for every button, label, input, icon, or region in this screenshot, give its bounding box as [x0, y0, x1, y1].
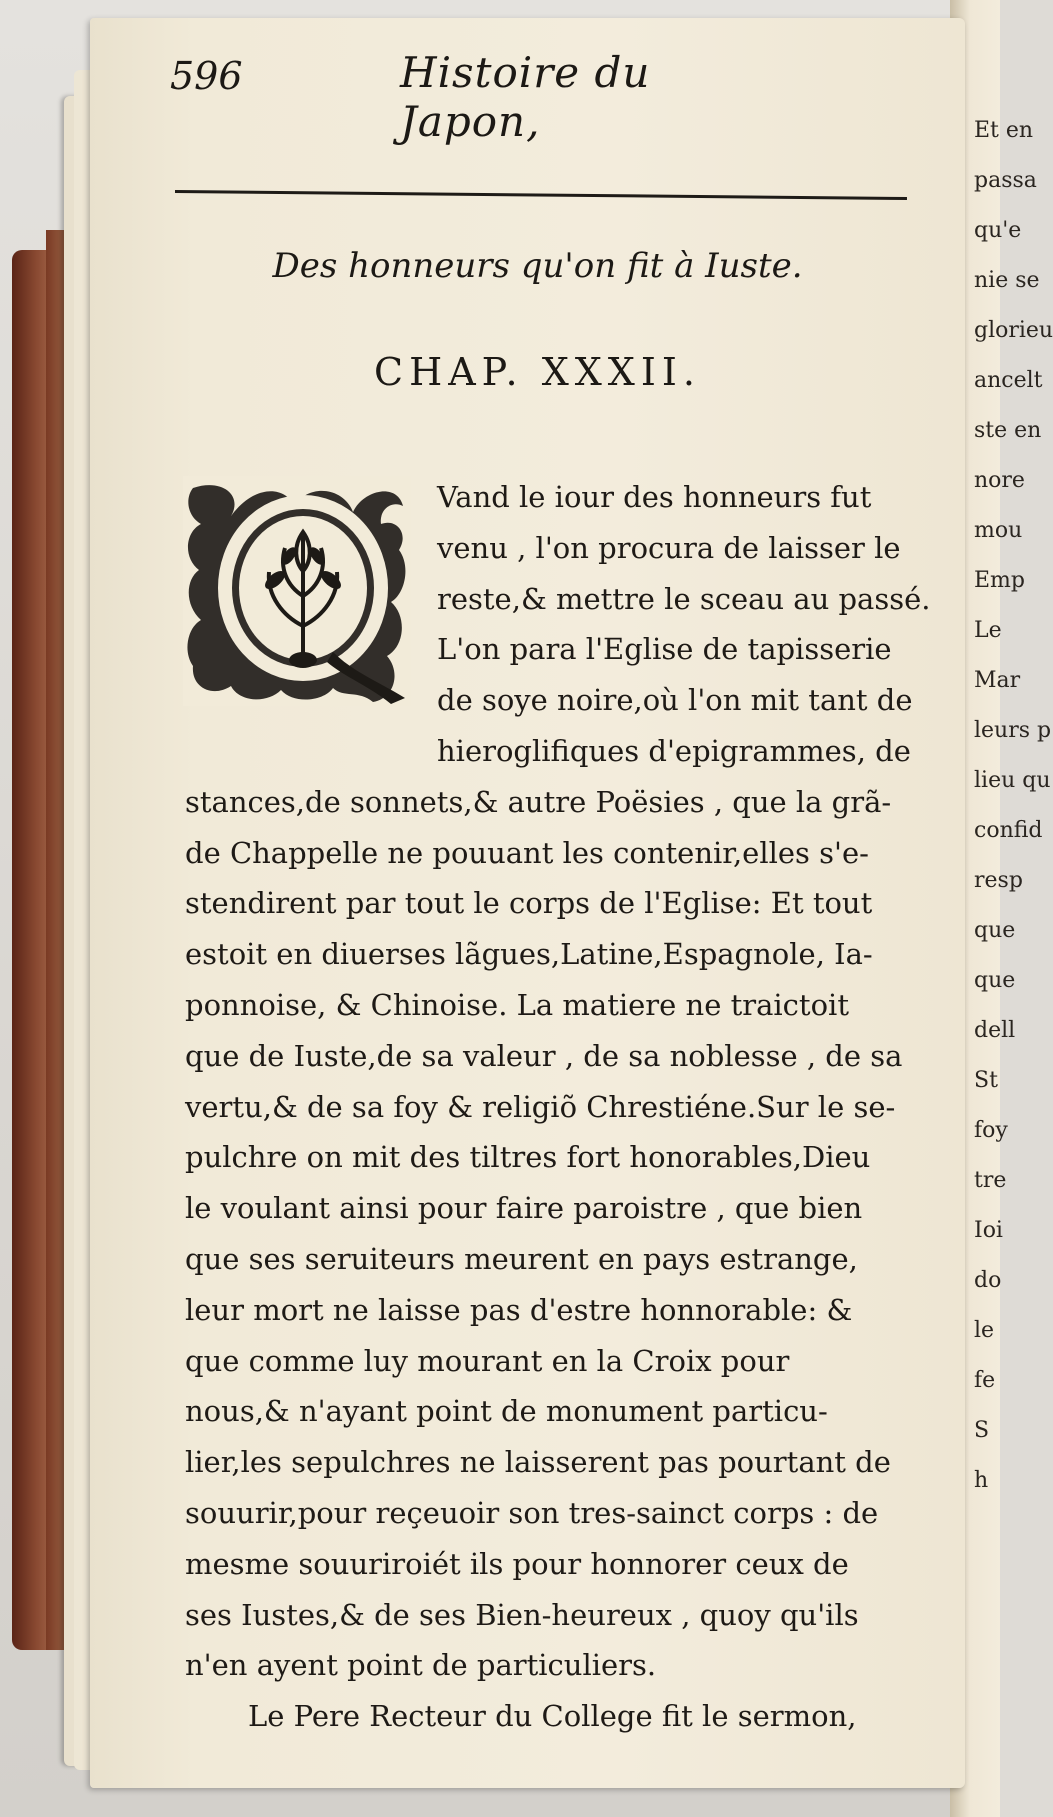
body-text: [185, 472, 945, 1742]
text-line: stances,de sonnets,& autre Poësies , que la grã-: [185, 784, 892, 819]
text-line: souurir,pour reçeuoir son tres-sainct corps : de: [185, 1495, 879, 1530]
facing-page-fragment: Ioi: [974, 1218, 1003, 1243]
text-line: reste,& mettre le sceau au passé.: [437, 581, 931, 616]
text-line: le voulant ainsi pour faire paroistre , que bien: [185, 1191, 863, 1226]
facing-page-fragment: que: [974, 968, 1016, 993]
facing-page-fragment: que: [974, 918, 1016, 943]
paragraph-start-line: Le Pere Recteur du College fit le sermon,: [248, 1699, 857, 1734]
text-line: vertu,& de sa foy & religiõ Chrestiéne.Sur le se-: [185, 1089, 896, 1124]
text-line: stendirent par tout le corps de l'Eglise: Et tout: [185, 886, 873, 921]
facing-page-fragment: glorieu: [974, 318, 1053, 343]
text-line: que comme luy mourant en la Croix pour: [185, 1343, 790, 1378]
text-line: L'on para l'Eglise de tapisserie: [437, 632, 892, 667]
facing-page-fragment: St: [974, 1068, 998, 1093]
facing-page-fragment: fe: [974, 1368, 996, 1393]
text-line: que ses seruiteurs meurent en pays estrange,: [185, 1241, 858, 1276]
facing-page-fragment: Emp: [974, 568, 1026, 593]
text-line: que de Iuste,de sa valeur , de sa noblesse , de sa: [185, 1038, 903, 1073]
text-line: n'en ayent point de particuliers.: [185, 1648, 657, 1683]
text-line: Vand le iour des honneurs fut: [437, 480, 872, 514]
text-line: de Chappelle ne pouuant les contenir,elles s'e-: [185, 835, 869, 870]
facing-page-fragment: S: [974, 1418, 990, 1443]
text-line: hieroglifiques d'epigrammes, de: [437, 733, 911, 768]
facing-page-fragment: tre: [974, 1168, 1007, 1193]
page-number: 596: [170, 54, 243, 98]
running-title: Histoire du Japon,: [400, 48, 651, 146]
facing-page-fragment: nie se: [974, 268, 1040, 293]
facing-page-fragment: do: [974, 1268, 1002, 1293]
text-line: venu , l'on procura de laisser le: [437, 530, 901, 565]
facing-page-fragment: h: [974, 1468, 989, 1493]
facing-page-fragment: le: [974, 1318, 995, 1343]
facing-page-fragment: dell: [974, 1018, 1016, 1043]
text-line: nous,& n'ayant point de monument particu-: [185, 1394, 828, 1429]
facing-page-fragment: Le: [974, 618, 1002, 643]
facing-page-fragment: confid: [974, 818, 1043, 843]
facing-page-fragment: qu'e: [974, 218, 1022, 243]
text-line: leur mort ne laisse pas d'estre honnorable: &: [185, 1292, 853, 1327]
facing-page-fragment: resp: [974, 868, 1023, 893]
facing-page-fragment: ancelt: [974, 368, 1043, 393]
facing-page-fragment: ste en: [974, 418, 1042, 443]
chapter-heading: CHAP. XXXII.: [374, 350, 701, 394]
facing-page-fragment: mou: [974, 518, 1023, 543]
facing-page-fragment: passa: [974, 168, 1037, 193]
chapter-subtitle: Des honneurs qu'on fit à Iuste.: [272, 246, 803, 286]
facing-page-fragment: nore: [974, 468, 1025, 493]
facing-page-fragment: Mar: [974, 668, 1021, 693]
facing-page-fragment: Et en: [974, 118, 1034, 143]
text-line: de soye noire,où l'on mit tant de: [437, 683, 913, 718]
facing-page-fragment: foy: [974, 1118, 1008, 1143]
running-head: [170, 48, 790, 146]
facing-page-fragment: leurs p: [974, 718, 1052, 743]
text-line: ses Iustes,& de ses Bien-heureux , quoy qu'ils: [185, 1597, 859, 1632]
facing-page-fragment: lieu qu: [974, 768, 1051, 793]
text-line: pulchre on mit des tiltres fort honorables,Dieu: [185, 1140, 871, 1175]
text-line: estoit en diuerses lãgues,Latine,Espagnole, Ia-: [185, 937, 873, 972]
text-line: mesme souuriroiét ils pour honnorer ceux de: [185, 1546, 849, 1581]
text-line: lier,les sepulchres ne laisserent pas pourtant de: [185, 1445, 891, 1480]
text-line: ponnoise, & Chinoise. La matiere ne traictoit: [185, 987, 849, 1022]
